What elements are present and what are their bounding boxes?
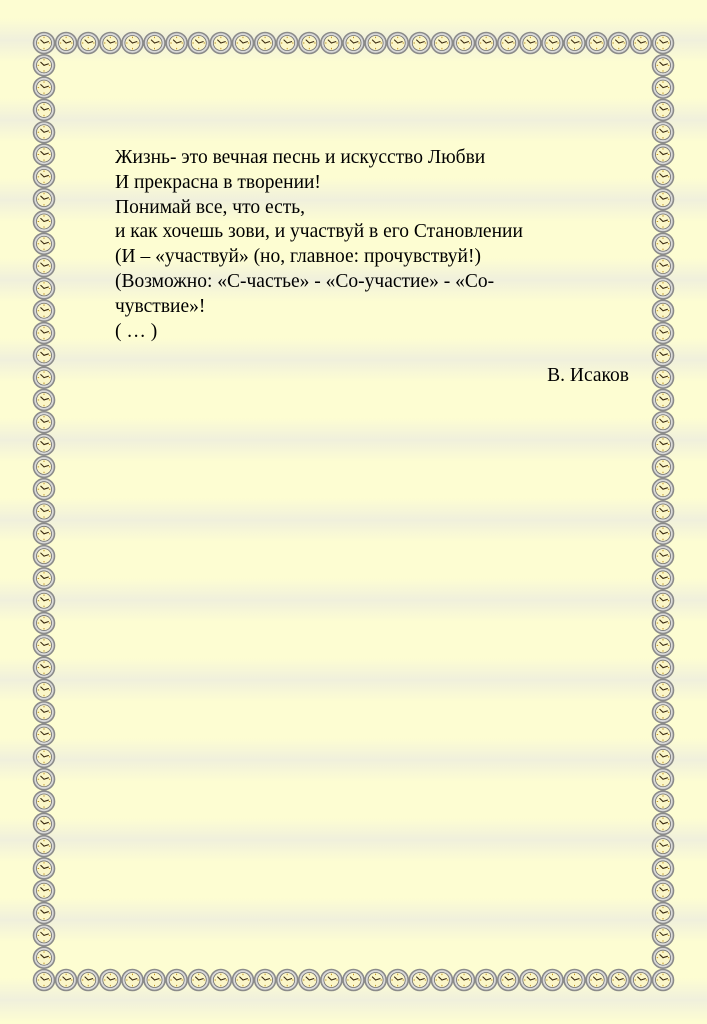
clock-icon: [34, 880, 55, 901]
poem-line: и как хочешь зови, и участвуй в его Становлении: [115, 221, 523, 243]
clock-icon: [653, 211, 674, 232]
clock-icon: [365, 970, 386, 991]
clock-icon: [321, 33, 342, 54]
clock-icon: [34, 434, 55, 455]
clock-icon: [34, 925, 55, 946]
clock-icon: [653, 456, 674, 477]
clock-icon: [34, 233, 55, 254]
clock-icon: [34, 590, 55, 611]
clock-icon: [34, 323, 55, 344]
clock-icon: [653, 613, 674, 634]
clock-icon: [343, 970, 364, 991]
clock-icon: [232, 33, 253, 54]
clock-icon: [653, 233, 674, 254]
clock-icon: [653, 590, 674, 611]
clock-icon: [653, 434, 674, 455]
clock-icon: [34, 122, 55, 143]
poem-text: [115, 146, 555, 344]
clock-icon: [34, 189, 55, 210]
clock-icon: [586, 970, 607, 991]
poem-line: чувствие»!: [115, 295, 206, 317]
clock-icon: [387, 970, 408, 991]
clock-icon: [255, 970, 276, 991]
clock-icon: [78, 970, 99, 991]
clock-icon: [653, 903, 674, 924]
poem-line: Понимай все, что есть,: [115, 196, 306, 218]
clock-icon: [321, 970, 342, 991]
clock-icon: [542, 33, 563, 54]
clock-icon: [34, 55, 55, 76]
clock-icon: [431, 33, 452, 54]
clock-icon: [34, 635, 55, 656]
clock-icon: [520, 33, 541, 54]
clock-icon: [255, 33, 276, 54]
clock-icon: [586, 33, 607, 54]
clock-icon: [34, 300, 55, 321]
clock-icon: [653, 122, 674, 143]
clock-icon: [653, 479, 674, 500]
poem-line: ( … ): [115, 320, 158, 342]
clock-icon: [454, 33, 475, 54]
clock-icon: [34, 367, 55, 388]
clock-icon: [188, 33, 209, 54]
clock-icon: [34, 278, 55, 299]
poem-line: Жизнь- это вечная песнь и искусство Любви: [115, 147, 486, 168]
clock-icon: [498, 33, 519, 54]
clock-icon: [34, 769, 55, 790]
clock-icon: [608, 33, 629, 54]
clock-icon: [34, 947, 55, 968]
clock-icon: [653, 791, 674, 812]
poem-line: (Возможно: «С-частье» - «Со-участие» - «Со-: [115, 270, 495, 292]
clock-icon: [188, 970, 209, 991]
clock-icon: [630, 970, 651, 991]
clock-icon: [34, 702, 55, 723]
clock-icon: [653, 367, 674, 388]
clock-icon: [476, 33, 497, 54]
clock-icon: [166, 33, 187, 54]
clock-icon: [78, 33, 99, 54]
clock-icon: [34, 144, 55, 165]
clock-icon: [34, 657, 55, 678]
clock-icon: [653, 746, 674, 767]
clock-icon: [34, 679, 55, 700]
clock-icon: [476, 970, 497, 991]
clock-icon: [608, 970, 629, 991]
clock-icon: [653, 501, 674, 522]
clock-icon: [431, 970, 452, 991]
clock-icon: [144, 970, 165, 991]
poem-line: (И – «участвуй» (но, главное: прочувствуй!): [115, 246, 481, 268]
author-signature: В. Исаков: [547, 365, 629, 386]
clock-icon: [34, 568, 55, 589]
clock-icon: [34, 613, 55, 634]
clock-icon: [34, 456, 55, 477]
clock-icon: [653, 189, 674, 210]
clock-icon: [56, 970, 77, 991]
clock-icon: [34, 211, 55, 232]
clock-icon: [232, 970, 253, 991]
clock-icon: [277, 33, 298, 54]
clock-icon: [653, 657, 674, 678]
clock-icon: [409, 33, 430, 54]
clock-icon: [653, 947, 674, 968]
clock-icon: [34, 389, 55, 410]
clock-icon: [122, 970, 143, 991]
clock-icon: [34, 479, 55, 500]
clock-icon: [210, 33, 231, 54]
clock-icon: [34, 791, 55, 812]
clock-icon: [653, 858, 674, 879]
clock-icon: [653, 769, 674, 790]
clock-icon: [387, 33, 408, 54]
clock-icon: [210, 970, 231, 991]
clock-icon: [34, 501, 55, 522]
clock-icon: [277, 970, 298, 991]
clock-icon: [653, 99, 674, 120]
clock-icon: [56, 33, 77, 54]
clock-icon: [653, 523, 674, 544]
clock-icon: [653, 702, 674, 723]
clock-icon: [34, 813, 55, 834]
clock-icon: [653, 55, 674, 76]
clock-icon: [34, 77, 55, 98]
clock-icon: [653, 256, 674, 277]
clock-icon: [653, 300, 674, 321]
clock-icon: [34, 345, 55, 366]
clock-icon: [630, 33, 651, 54]
clock-icon: [34, 746, 55, 767]
clock-icon: [34, 166, 55, 187]
clock-icon: [365, 33, 386, 54]
clock-icon: [454, 970, 475, 991]
clock-icon: [299, 33, 320, 54]
clock-icon: [653, 389, 674, 410]
clock-icon: [34, 99, 55, 120]
clock-icon: [653, 836, 674, 857]
poem-line: И прекрасна в творении!: [115, 171, 321, 193]
clock-icon: [653, 880, 674, 901]
clock-icon: [34, 412, 55, 433]
clock-icon: [343, 33, 364, 54]
clock-icon: [34, 903, 55, 924]
clock-icon: [34, 836, 55, 857]
clock-icon: [166, 970, 187, 991]
clock-icon: [653, 323, 674, 344]
clock-icon: [34, 970, 55, 991]
clock-icon: [144, 33, 165, 54]
clock-icon: [34, 858, 55, 879]
clock-icon: [100, 970, 121, 991]
clock-icon: [653, 33, 674, 54]
clock-icon: [498, 970, 519, 991]
clock-icon: [34, 33, 55, 54]
clock-icon: [299, 970, 320, 991]
clock-icon: [409, 970, 430, 991]
clock-icon: [653, 925, 674, 946]
clock-icon: [653, 412, 674, 433]
clock-icon: [653, 724, 674, 745]
clock-icon: [653, 546, 674, 567]
clock-icon: [653, 345, 674, 366]
clock-icon: [653, 77, 674, 98]
clock-icon: [653, 635, 674, 656]
clock-icon: [34, 256, 55, 277]
clock-icon: [653, 970, 674, 991]
clock-icon: [653, 813, 674, 834]
clock-icon: [564, 33, 585, 54]
clock-icon: [520, 970, 541, 991]
clock-icon: [564, 970, 585, 991]
clock-icon: [653, 278, 674, 299]
clock-icon: [34, 724, 55, 745]
clock-icon: [653, 568, 674, 589]
clock-icon: [542, 970, 563, 991]
clock-icon: [653, 679, 674, 700]
clock-icon: [34, 523, 55, 544]
clock-icon: [653, 144, 674, 165]
clock-icon: [34, 546, 55, 567]
clock-icon: [122, 33, 143, 54]
clock-icon: [653, 166, 674, 187]
clock-icon: [100, 33, 121, 54]
